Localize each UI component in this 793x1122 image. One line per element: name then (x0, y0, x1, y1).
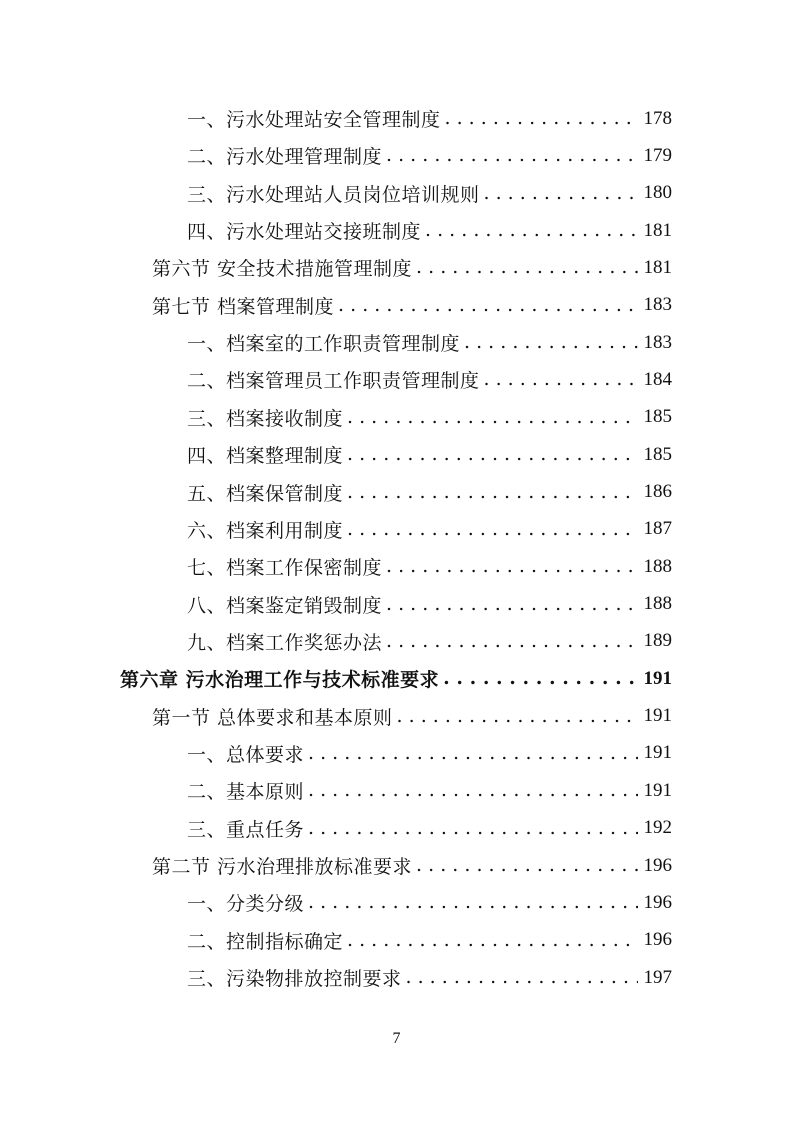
toc-leader-dots (338, 296, 637, 315)
toc-entry-label: 二、控制指标确定 (187, 930, 344, 953)
toc-entry-label: 第七节 档案管理制度 (152, 295, 335, 318)
toc-leader-dots (484, 370, 638, 389)
toc-entry-page: 191 (643, 742, 672, 764)
toc-entry-label: 七、档案工作保密制度 (187, 557, 383, 580)
toc-leader-dots (347, 483, 637, 502)
toc-leader-dots (416, 856, 637, 875)
toc-entry-page: 196 (643, 929, 672, 951)
toc-leader-dots (308, 893, 637, 912)
toc-entry[interactable] (187, 474, 672, 511)
toc-entry-page: 196 (643, 891, 672, 913)
toc-entry-page: 181 (643, 256, 672, 278)
toc-leader-dots (397, 707, 638, 726)
toc-entry-label: 第一节 总体要求和基本原则 (152, 706, 393, 729)
toc-entry[interactable] (187, 175, 672, 212)
toc-entry-label: 五、档案保管制度 (187, 482, 344, 505)
toc-entry-page: 180 (643, 182, 672, 204)
toc-entry-label: 二、污水处理管理制度 (187, 146, 383, 169)
toc-entry[interactable] (187, 436, 672, 473)
toc-leader-dots (308, 781, 637, 800)
toc-entry-page: 185 (643, 406, 672, 428)
toc-entry-page: 183 (643, 331, 672, 353)
toc-leader-dots (386, 632, 637, 651)
toc-entry-label: 一、分类分级 (187, 893, 305, 916)
toc-entry[interactable] (187, 324, 672, 361)
toc-leader-dots (347, 445, 637, 464)
toc-entry-page: 187 (643, 518, 672, 540)
toc-leader-dots (386, 146, 637, 165)
toc-entry-page: 191 (643, 705, 672, 727)
toc-entry[interactable] (152, 287, 672, 324)
toc-entry[interactable] (187, 511, 672, 548)
toc-entry-page: 188 (643, 555, 672, 577)
toc-entry-label: 二、基本原则 (187, 781, 305, 804)
toc-entry-label: 四、污水处理站交接班制度 (187, 221, 422, 244)
toc-entry-label: 六、档案利用制度 (187, 519, 344, 542)
toc-entry-label: 一、污水处理站安全管理制度 (187, 109, 441, 131)
toc-entry[interactable] (187, 548, 672, 585)
toc-entry[interactable] (152, 698, 672, 735)
toc-entry-page: 197 (643, 966, 672, 988)
toc-entry-label: 三、重点任务 (187, 818, 305, 841)
toc-entry[interactable] (187, 212, 672, 249)
toc-entry[interactable] (187, 100, 672, 137)
toc-leader-dots (308, 744, 637, 763)
toc-entry[interactable] (187, 884, 672, 921)
toc-entry[interactable] (187, 586, 672, 623)
toc-entry[interactable] (152, 249, 672, 286)
toc-entry-page: 191 (643, 779, 672, 801)
toc-entry-label: 第六章 污水治理工作与技术标准要求 (120, 669, 440, 692)
toc-leader-dots (347, 408, 637, 427)
toc-entry-label: 一、档案室的工作职责管理制度 (187, 333, 461, 356)
toc-entry[interactable] (187, 772, 672, 809)
toc-entry-label: 三、档案接收制度 (187, 407, 344, 430)
toc-entry-page: 196 (643, 854, 672, 876)
toc-entry-page: 189 (643, 630, 672, 652)
toc-leader-dots (308, 819, 637, 838)
toc-leader-dots (425, 221, 637, 240)
toc-entry[interactable] (187, 959, 672, 996)
toc-entry-label: 四、档案整理制度 (187, 445, 344, 468)
toc-leader-dots (464, 333, 637, 352)
toc-entry-page: 184 (643, 368, 672, 390)
toc-leader-dots (416, 258, 637, 277)
toc-entry-label: 第二节 污水治理排放标准要求 (152, 856, 413, 878)
toc-entry-page: 181 (643, 219, 672, 241)
toc-entry-label: 三、污染物排放控制要求 (187, 968, 402, 991)
toc-entry-page: 188 (643, 593, 672, 615)
toc-leader-dots (347, 520, 637, 539)
toc-entry-label: 二、档案管理员工作职责管理制度 (187, 370, 480, 393)
toc-entry[interactable] (187, 810, 672, 847)
toc-leader-dots (443, 669, 637, 688)
toc-entry[interactable] (187, 735, 672, 772)
toc-leader-dots (406, 968, 638, 987)
toc-entry-label: 三、污水处理站人员岗位培训规则 (187, 183, 480, 206)
toc-entry[interactable] (120, 660, 672, 697)
toc-entry[interactable] (187, 623, 672, 660)
toc-entry-label: 一、总体要求 (187, 743, 305, 766)
toc-entry-page: 178 (643, 107, 672, 129)
toc-entry-label: 九、档案工作奖惩办法 (187, 631, 383, 654)
page-number: 7 (392, 1030, 401, 1047)
toc-entry[interactable] (187, 361, 672, 398)
toc-leader-dots (386, 595, 637, 614)
toc-entry-page: 183 (643, 294, 672, 316)
toc-entry-page: 179 (643, 144, 672, 166)
toc-entry[interactable] (187, 137, 672, 174)
toc-entry-page: 185 (643, 443, 672, 465)
toc-leader-dots (347, 931, 637, 950)
toc-entry-label: 第六节 安全技术措施管理制度 (152, 258, 413, 281)
toc-leader-dots (445, 109, 638, 128)
toc-entry-label: 八、档案鉴定销毁制度 (187, 594, 383, 617)
toc-entry-page: 192 (643, 817, 672, 839)
toc-leader-dots (386, 557, 637, 576)
toc-entry[interactable] (187, 922, 672, 959)
toc-entry[interactable] (187, 399, 672, 436)
toc-entry-page: 186 (643, 481, 672, 502)
toc-entry-page: 191 (643, 667, 672, 689)
toc-leader-dots (484, 184, 638, 203)
toc-entry[interactable] (152, 847, 672, 884)
